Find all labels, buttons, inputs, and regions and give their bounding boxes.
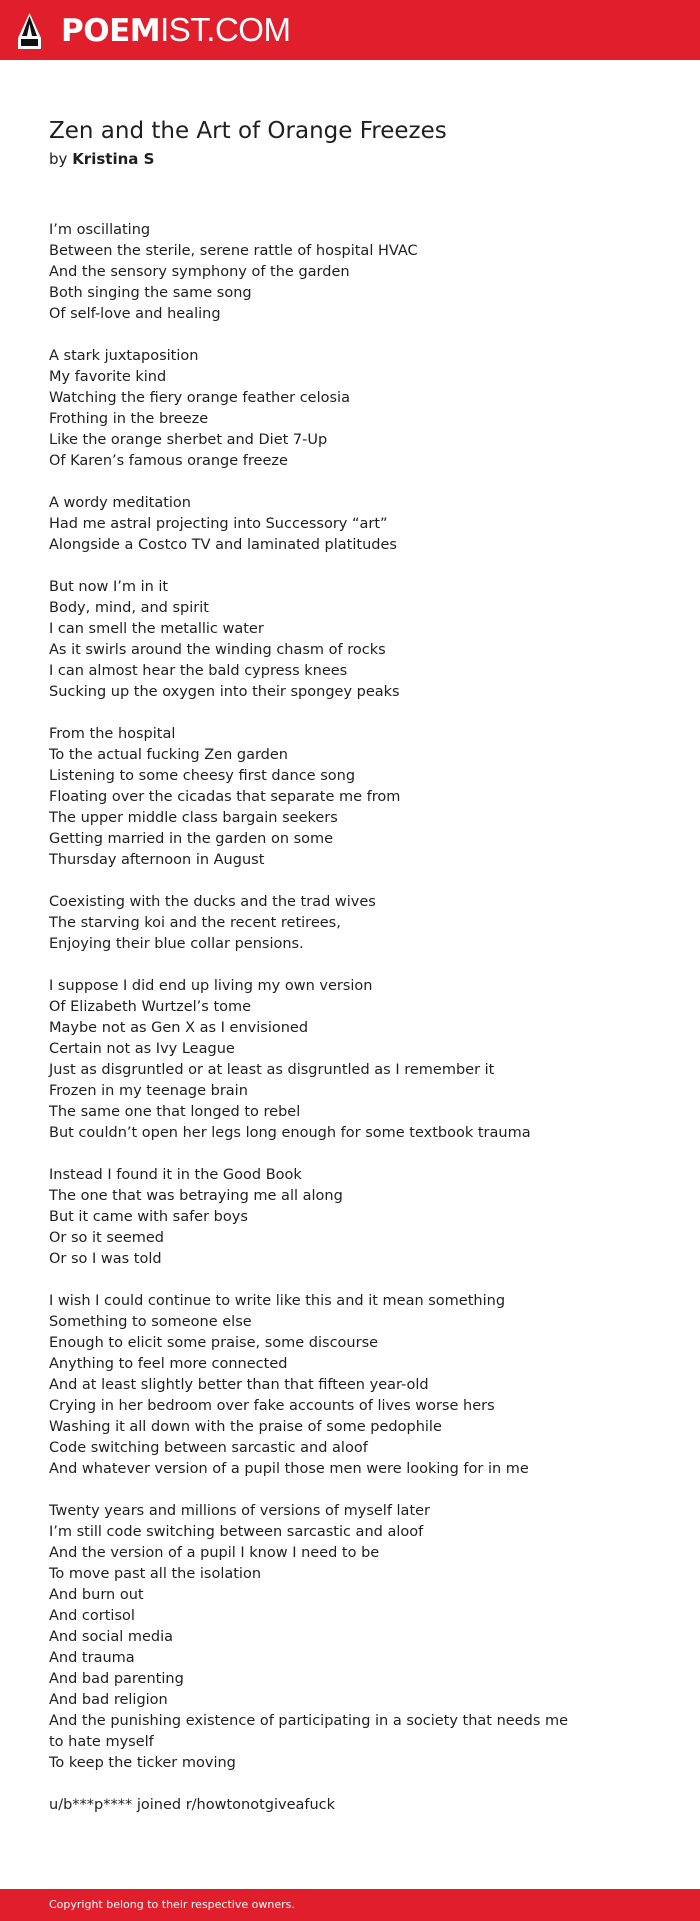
site-logo[interactable]	[61, 12, 290, 48]
poem-line: Crying in her bedroom over fake accounts of lives worse hers	[49, 1398, 495, 1414]
pen-nib-icon	[17, 12, 42, 50]
poem-line: And the sensory symphony of the garden	[49, 264, 350, 280]
poem-line: I’m oscillating	[49, 222, 151, 238]
poem-line: To the actual fucking Zen garden	[49, 747, 288, 763]
poem-line: Floating over the cicadas that separate me from	[49, 789, 401, 805]
byline	[49, 149, 649, 169]
poem-line: Both singing the same song	[49, 285, 252, 301]
poem-stanza	[49, 220, 649, 325]
poem-line: u/b***p**** joined r/howtonotgiveafuck	[49, 1797, 336, 1813]
poem-line: I’m still code switching between sarcastic and aloof	[49, 1524, 424, 1540]
poem-line: I suppose I did end up living my own version	[49, 978, 373, 994]
poem-title: Zen and the Art of Orange Freezes	[49, 118, 447, 144]
poem-stanza	[49, 1501, 649, 1774]
poem-line: Thursday afternoon in August	[49, 852, 265, 868]
poem-line: Or so I was told	[49, 1251, 162, 1267]
poem-line: Sucking up the oxygen into their spongey peaks	[49, 684, 400, 700]
poem-stanza	[49, 1291, 649, 1480]
poem-stanza	[49, 577, 649, 703]
poem-line: The starving koi and the recent retirees,	[49, 915, 341, 931]
by-label: by	[49, 150, 68, 168]
poem-stanza	[49, 346, 649, 472]
poem-line: Alongside a Costco TV and laminated platitudes	[49, 537, 397, 553]
poem-line: A stark juxtaposition	[49, 348, 199, 364]
poem-content	[49, 115, 649, 1837]
poem-line: Between the sterile, serene rattle of hospital HVAC	[49, 243, 418, 259]
poem-line: Coexisting with the ducks and the trad wives	[49, 894, 376, 910]
logo-light-text: IST.COM	[160, 11, 291, 48]
author-name: Kristina S	[72, 150, 155, 168]
poem-line: And the version of a pupil I know I need to be	[49, 1545, 380, 1561]
poem-line: And at least slightly better than that fifteen year-old	[49, 1377, 429, 1393]
poem-line: Watching the fiery orange feather celosia	[49, 390, 350, 406]
poem-line: Code switching between sarcastic and aloof	[49, 1440, 368, 1456]
site-header	[0, 0, 700, 60]
poem-line: Twenty years and millions of versions of myself later	[49, 1503, 431, 1519]
poem-line: And bad parenting	[49, 1671, 184, 1687]
poem-line: Frothing in the breeze	[49, 411, 209, 427]
poem-line: Certain not as Ivy League	[49, 1041, 235, 1057]
poem-line: And burn out	[49, 1587, 144, 1603]
poem-line: Of Elizabeth Wurtzel’s tome	[49, 999, 252, 1015]
poem-line: To keep the ticker moving	[49, 1755, 236, 1771]
poem-line: I wish I could continue to write like this and it mean something	[49, 1293, 506, 1309]
poem-line: And whatever version of a pupil those men were looking for in me	[49, 1461, 529, 1477]
poem-line: The one that was betraying me all along	[49, 1188, 343, 1204]
poem-stanza	[49, 724, 649, 871]
poem-stanza	[49, 892, 649, 955]
poem-line: Getting married in the garden on some	[49, 831, 334, 847]
poem-line: And the punishing existence of participating in a society that needs me to hate myself	[49, 1713, 569, 1750]
poem-line: Frozen in my teenage brain	[49, 1083, 248, 1099]
poem-line: Or so it seemed	[49, 1230, 164, 1246]
poem-line: Of Karen’s famous orange freeze	[49, 453, 288, 469]
poem-line: And social media	[49, 1629, 174, 1645]
poem-stanza	[49, 976, 649, 1144]
poem-line: Enough to elicit some praise, some discourse	[49, 1335, 379, 1351]
poem-line: Like the orange sherbet and Diet 7-Up	[49, 432, 328, 448]
poem-line: I can almost hear the bald cypress knees	[49, 663, 348, 679]
poem-line: And cortisol	[49, 1608, 135, 1624]
poem-line: But couldn’t open her legs long enough for some textbook trauma	[49, 1125, 531, 1141]
poem-line: As it swirls around the winding chasm of rocks	[49, 642, 386, 658]
logo-bold-text: POEM	[61, 13, 161, 49]
poem-line: Something to someone else	[49, 1314, 252, 1330]
poem-line: My favorite kind	[49, 369, 167, 385]
poem-line: To move past all the isolation	[49, 1566, 262, 1582]
poem-line: From the hospital	[49, 726, 176, 742]
poem-stanza	[49, 1795, 649, 1816]
poem-line: But now I’m in it	[49, 579, 169, 595]
poem-stanza	[49, 493, 649, 556]
poem-line: The upper middle class bargain seekers	[49, 810, 338, 826]
poem-body	[49, 220, 649, 1816]
poem-line: And trauma	[49, 1650, 135, 1666]
poem-line: Listening to some cheesy first dance song	[49, 768, 356, 784]
site-footer	[0, 1889, 700, 1921]
poem-line: A wordy meditation	[49, 495, 191, 511]
poem-line: And bad religion	[49, 1692, 168, 1708]
poem-line: Just as disgruntled or at least as disgruntled as I remember it	[49, 1062, 495, 1078]
poem-line: The same one that longed to rebel	[49, 1104, 301, 1120]
poem-line: Anything to feel more connected	[49, 1356, 288, 1372]
poem-line: I can smell the metallic water	[49, 621, 264, 637]
poem-line: Maybe not as Gen X as I envisioned	[49, 1020, 309, 1036]
poem-line: Enjoying their blue collar pensions.	[49, 936, 304, 952]
poem-stanza	[49, 1165, 649, 1270]
poem-line: But it came with safer boys	[49, 1209, 248, 1225]
poem-line: Had me astral projecting into Successory “art”	[49, 516, 388, 532]
poem-line: Of self-love and healing	[49, 306, 221, 322]
poem-line: Instead I found it in the Good Book	[49, 1167, 302, 1183]
copyright-text: Copyright belong to their respective owners.	[49, 1898, 295, 1911]
poem-line: Washing it all down with the praise of some pedophile	[49, 1419, 442, 1435]
poem-line: Body, mind, and spirit	[49, 600, 209, 616]
